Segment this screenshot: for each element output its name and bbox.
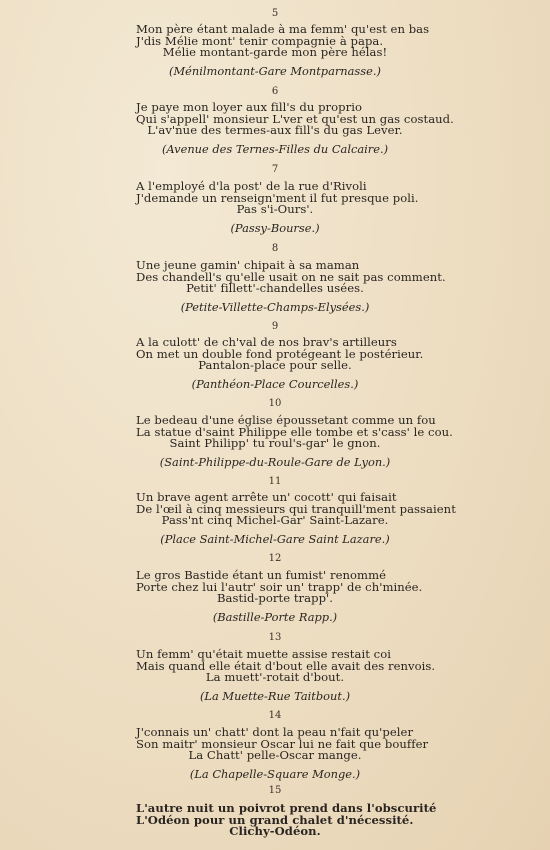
- station-pair: (Avenue des Ternes-Filles du Calcaire.): [161, 141, 389, 156]
- verse-line: A la culott' de ch'val de nos brav's artilleurs: [136, 335, 397, 349]
- station-pair: (Bastille-Porte Rapp.): [212, 609, 338, 624]
- verse-line: Le gros Bastide étant un fumist' renommé: [136, 568, 387, 582]
- verse-line: On met un double fond protégeant le postérieur.: [136, 346, 424, 361]
- verse-line: Un femm' qu'était muette assise restait coi: [136, 647, 392, 661]
- station-pair: (Passy-Bourse.): [230, 220, 320, 235]
- stanza: [0, 24, 550, 77]
- stanza: [0, 181, 550, 234]
- verse-line: La Chatt' pelle-Oscar mange.: [188, 748, 362, 763]
- station-pair: (Saint-Philippe-du-Roule-Gare de Lyon.): [159, 454, 391, 469]
- station-pair: (Ménilmontant-Gare Montparnasse.): [169, 63, 381, 78]
- stanza: [0, 803, 550, 838]
- verse-line: Pass'nt cinq Michel-Gar' Saint-Lazare.: [161, 513, 389, 528]
- verse-line: Pas s'i-Ours'.: [236, 202, 314, 217]
- verse-line: Son maitr' monsieur Oscar lui ne fait que bouffer: [136, 736, 429, 751]
- stanza-number: 9: [271, 321, 279, 332]
- stanza-number: 7: [271, 164, 279, 175]
- verse-line: Bastid-porte trapp'.: [216, 591, 334, 606]
- verse-line: Qui s'appell' monsieur L'ver et qu'est un gas costaud.: [136, 111, 454, 126]
- verse-line: Clichy-Odéon.: [229, 824, 321, 839]
- verse-line: La muett'-rotait d'bout.: [205, 670, 345, 685]
- verse-line: J'dis Mélie mont' tenir compagnie à papa.: [136, 33, 384, 48]
- stanza-number: 13: [268, 632, 282, 643]
- verse-line: Pantalon-place pour selle.: [198, 358, 352, 373]
- station-pair: (La Muette-Rue Taitbout.): [199, 688, 351, 703]
- station-pair: (Panthéon-Place Courcelles.): [191, 376, 359, 391]
- verse-line: De l'œil à cinq messieurs qui tranquill'ment passaient: [136, 501, 456, 516]
- stanza: [0, 649, 550, 702]
- stanza: [0, 102, 550, 155]
- verse-line: A l'employé d'la post' de la rue d'Rivoli: [136, 179, 367, 193]
- verse-line: La statue d'saint Philippe elle tombe et s'cass' le cou.: [136, 424, 453, 439]
- verse-line: Des chandell's qu'elle usait on ne sait pas comment.: [136, 269, 446, 284]
- verse-line: L'av'nue des termes-aux fill's du gas Lever.: [147, 123, 403, 138]
- stanza: [0, 260, 550, 313]
- stanza-number: 15: [268, 785, 282, 796]
- stanza: [0, 415, 550, 468]
- stanza-number: 14: [268, 710, 282, 721]
- verse-line: Saint Philipp' tu roul's-gar' le gnon.: [169, 436, 381, 451]
- stanza: [0, 570, 550, 623]
- stanza: [0, 492, 550, 545]
- verse-line: Mon père étant malade à ma femm' qu'est en bas: [136, 22, 430, 36]
- stanza-number: 6: [271, 86, 279, 97]
- stanza-number: 10: [268, 398, 282, 409]
- verse-line: Le bedeau d'une église époussetant comme un fou: [136, 413, 436, 427]
- stanza-number: 8: [271, 243, 279, 254]
- verse-line: Petit' fillett'-chandelles usées.: [186, 281, 364, 296]
- verse-line: Porte chez lui l'autr' soir un' trapp' de ch'minée.: [136, 579, 423, 594]
- station-pair: (Place Saint-Michel-Gare Saint Lazare.): [160, 531, 390, 546]
- verse-line: Je paye mon loyer aux fill's du proprio: [136, 100, 363, 114]
- verse-line: Mais quand elle était d'bout elle avait des renvois.: [136, 658, 436, 673]
- verse-line: J'connais un' chatt' dont la peau n'fait qu'peler: [136, 725, 414, 739]
- verse-line: Mélie montant-garde mon père hélas!: [162, 45, 388, 60]
- stanza-number: 12: [268, 553, 282, 564]
- page-number: 5: [271, 8, 279, 19]
- station-pair: (Petite-Villette-Champs-Elysées.): [180, 299, 370, 314]
- stanza: [0, 727, 550, 780]
- verse-line: L'Odéon pour un grand chalet d'nécessité.: [136, 812, 414, 827]
- station-pair: (La Chapelle-Square Monge.): [189, 766, 361, 781]
- verse-line: J'demande un renseign'ment il fut presque poli.: [136, 190, 419, 205]
- stanza-number: 11: [268, 476, 282, 487]
- verse-line: Une jeune gamin' chipait à sa maman: [136, 258, 360, 272]
- verse-line: Un brave agent arrête un' cocott' qui faisait: [136, 490, 397, 504]
- stanza: [0, 337, 550, 390]
- verse-line: L'autre nuit un poivrot prend dans l'obscurité: [136, 801, 437, 815]
